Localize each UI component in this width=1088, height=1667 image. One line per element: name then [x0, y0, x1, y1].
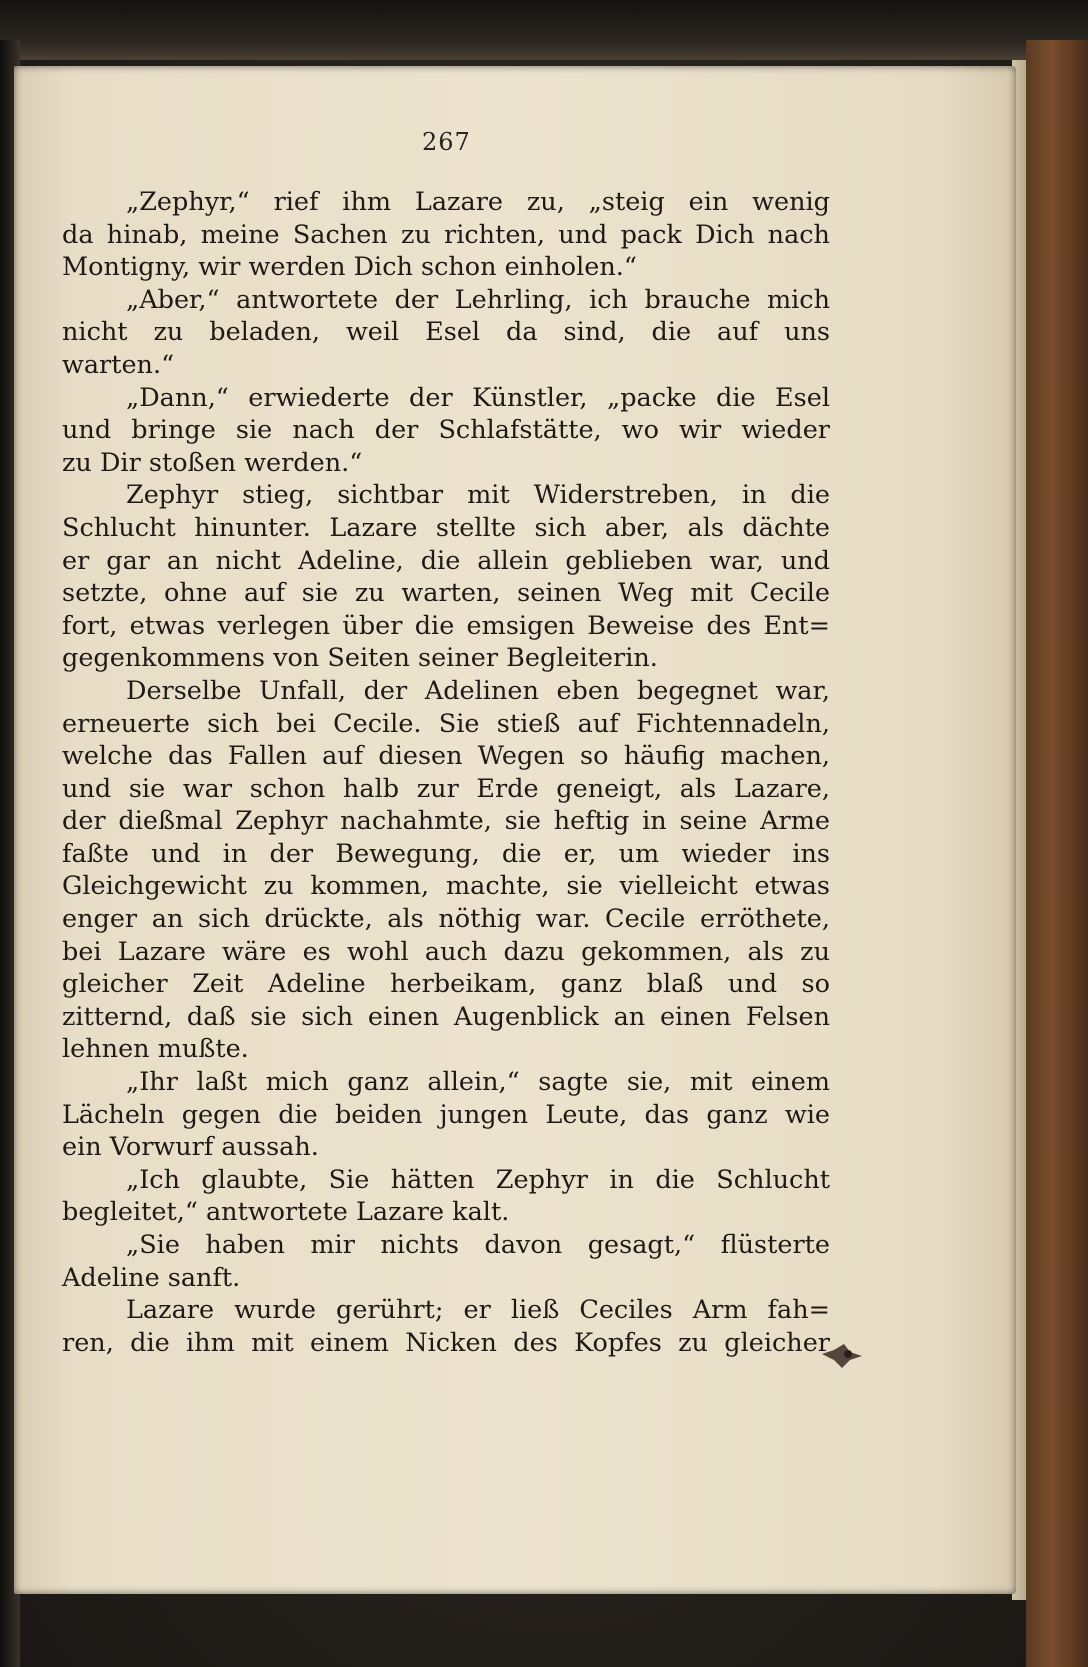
text-line: „Aber,“ antwortete der Lehrling, ich brauche mich — [126, 284, 830, 315]
text-line: begleitet,“ antwortete Lazare kalt. — [62, 1197, 510, 1228]
text-line: Gleichgewicht zu kommen, machte, sie vielleicht etwas — [62, 871, 830, 902]
text-line: lehnen mußte. — [62, 1034, 249, 1065]
text-line: zu Dir stoßen werden.“ — [62, 447, 363, 478]
text-line: „Zephyr,“ rief ihm Lazare zu, „steig ein wenig — [126, 187, 830, 217]
text-line: zitternd, daß sie sich einen Augenblick an einen Felsen — [62, 1001, 830, 1032]
text-line: fort, etwas verlegen über die emsigen Beweise des Ent= — [62, 610, 830, 641]
text-line: Zephyr stieg, sichtbar mit Widerstreben, in die — [126, 480, 830, 511]
text-line: Adeline sanft. — [62, 1262, 241, 1293]
text-line: Derselbe Unfall, der Adelinen eben begegnet war, — [126, 675, 830, 706]
text-line: er gar an nicht Adeline, die allein geblieben war, und — [62, 545, 830, 576]
insect-mark-icon — [820, 1340, 864, 1372]
text-line: gleicher Zeit Adeline herbeikam, ganz blaß und so — [62, 969, 830, 1000]
book-top-edge — [0, 0, 1088, 60]
text-line: erneuerte sich bei Cecile. Sie stieß auf Fichtennadeln, — [62, 708, 830, 739]
text-line: gegenkommens von Seiten seiner Begleiterin. — [62, 643, 658, 674]
text-line: nicht zu beladen, weil Esel da sind, die auf uns — [62, 317, 830, 348]
body-text — [62, 186, 830, 1359]
text-line: Schlucht hinunter. Lazare stellte sich aber, als dächte — [62, 512, 830, 543]
text-line: und bringe sie nach der Schlafstätte, wo wir wieder — [62, 415, 830, 446]
text-line: Lächeln gegen die beiden jungen Leute, das ganz wie — [62, 1099, 830, 1130]
text-line: Lazare wurde gerührt; er ließ Ceciles Arm fah= — [126, 1295, 830, 1326]
text-line: bei Lazare wäre es wohl auch dazu gekommen, als zu — [62, 936, 830, 967]
text-line: „Dann,“ erwiederte der Künstler, „packe die Esel — [126, 382, 830, 413]
text-line: ein Vorwurf aussah. — [62, 1132, 319, 1163]
text-line: Montigny, wir werden Dich schon einholen.“ — [62, 252, 637, 283]
text-line: warten.“ — [62, 349, 175, 380]
text-line: „Ihr laßt mich ganz allein,“ sagte sie, mit einem — [126, 1067, 830, 1098]
text-line: ren, die ihm mit einem Nicken des Kopfes zu gleicher — [62, 1327, 830, 1358]
text-line: enger an sich drückte, als nöthig war. Cecile erröthete, — [62, 904, 830, 935]
text-line: der dießmal Zephyr nachahmte, sie heftig in seine Arme — [62, 806, 830, 837]
book-cover-board — [1026, 40, 1088, 1667]
text-line: „Sie haben mir nichts davon gesagt,“ flüsterte — [126, 1230, 830, 1260]
text-line: und sie war schon halb zur Erde geneigt, als Lazare, — [62, 773, 830, 804]
text-line: da hinab, meine Sachen zu richten, und pack Dich nach — [62, 219, 830, 250]
page-number: 267 — [422, 128, 471, 156]
text-line: welche das Fallen auf diesen Wegen so häufig machen, — [62, 741, 830, 772]
text-line: setzte, ohne auf sie zu warten, seinen Weg mit Cecile — [62, 578, 830, 609]
text-line: „Ich glaubte, Sie hätten Zephyr in die Schlucht — [126, 1164, 830, 1195]
text-line: faßte und in der Bewegung, die er, um wieder ins — [62, 838, 830, 869]
